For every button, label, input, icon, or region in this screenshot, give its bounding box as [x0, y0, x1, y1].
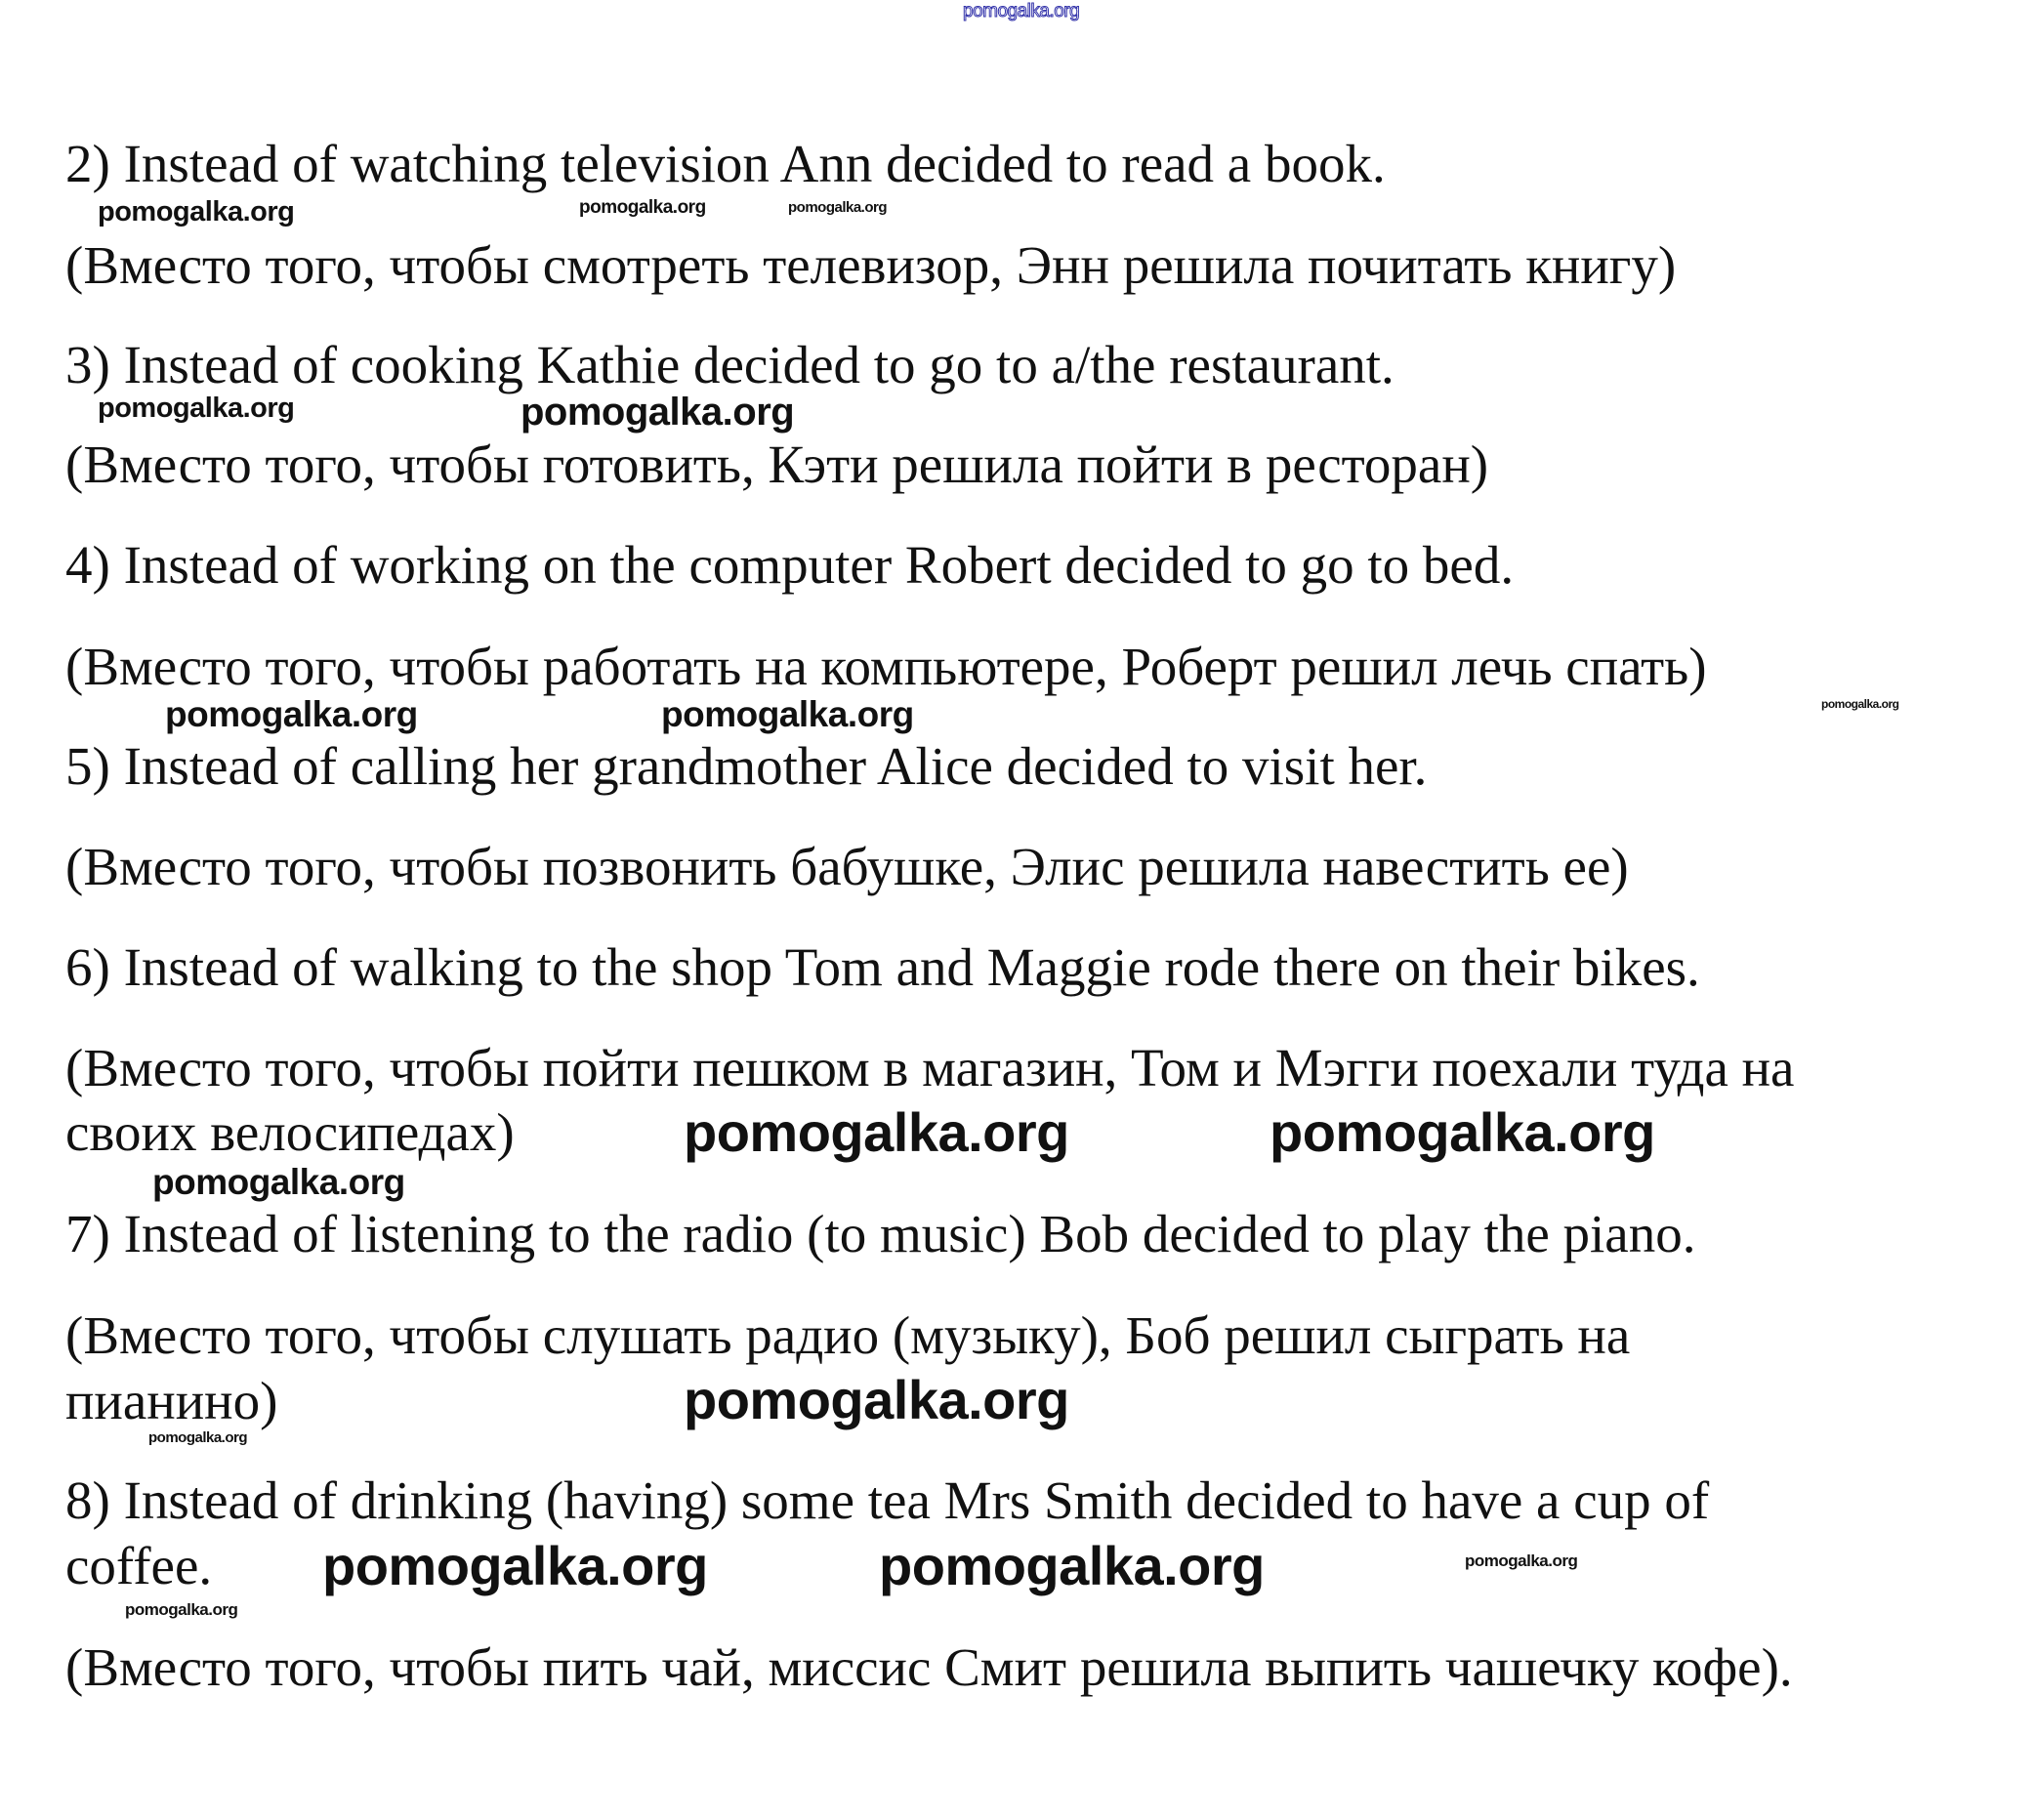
watermark: pomogalka.org: [1465, 1551, 1578, 1570]
watermark: pomogalka.org: [98, 393, 295, 424]
watermark: pomogalka.org: [1821, 697, 1899, 711]
watermark: pomogalka.org: [1270, 1101, 1655, 1163]
exercise-sentence: 6) Instead of walking to the shop Tom and Maggie rode there on their bikes.: [65, 937, 1700, 997]
watermark: pomogalka.org: [879, 1535, 1265, 1596]
translation-line: (Вместо того, чтобы пойти пешком в магазин, Том и Мэгги поехали туда на: [65, 1038, 1795, 1097]
watermark: pomogalka.org: [520, 391, 795, 434]
translation-line: coffee.: [65, 1536, 213, 1595]
watermark: pomogalka.org: [165, 694, 418, 734]
translation-line: (Вместо того, чтобы смотреть телевизор, Энн решила почитать книгу): [65, 235, 1677, 295]
translation-line: (Вместо того, чтобы работать на компьютере, Роберт решил лечь спать): [65, 637, 1707, 696]
watermark: pomogalka.org: [579, 197, 706, 218]
watermark: pomogalka.org: [148, 1429, 248, 1446]
header-watermark: pomogalka.org: [963, 1, 1080, 21]
watermark: pomogalka.org: [98, 196, 295, 228]
watermark: pomogalka.org: [684, 1369, 1069, 1430]
watermark: pomogalka.org: [322, 1535, 708, 1596]
translation-line: (Вместо того, чтобы готовить, Кэти решила пойти в ресторан): [65, 434, 1489, 494]
exercise-sentence: 8) Instead of drinking (having) some tea Mrs Smith decided to have a cup of: [65, 1470, 1710, 1530]
translation-line: (Вместо того, чтобы позвонить бабушке, Элис решила навестить ее): [65, 837, 1629, 896]
exercise-sentence: 3) Instead of cooking Kathie decided to go to a/the restaurant.: [65, 335, 1395, 394]
translation-line: пианино): [65, 1371, 278, 1430]
watermark: pomogalka.org: [125, 1600, 238, 1619]
watermark: pomogalka.org: [152, 1162, 405, 1202]
translation-line: (Вместо того, чтобы слушать радио (музыку), Боб решил сыграть на: [65, 1305, 1631, 1365]
translation-line: (Вместо того, чтобы пить чай, миссис Смит решила выпить чашечку кофе).: [65, 1637, 1793, 1697]
watermark: pomogalka.org: [684, 1101, 1069, 1163]
exercise-sentence: 2) Instead of watching television Ann decided to read a book.: [65, 134, 1386, 193]
exercise-sentence: 7) Instead of listening to the radio (to music) Bob decided to play the piano.: [65, 1204, 1696, 1263]
translation-line: своих велосипедах): [65, 1102, 515, 1162]
watermark: pomogalka.org: [661, 694, 914, 734]
watermark: pomogalka.org: [788, 199, 888, 216]
exercise-sentence: 5) Instead of calling her grandmother Alice decided to visit her.: [65, 736, 1428, 796]
exercise-sentence: 4) Instead of working on the computer Robert decided to go to bed.: [65, 535, 1515, 595]
